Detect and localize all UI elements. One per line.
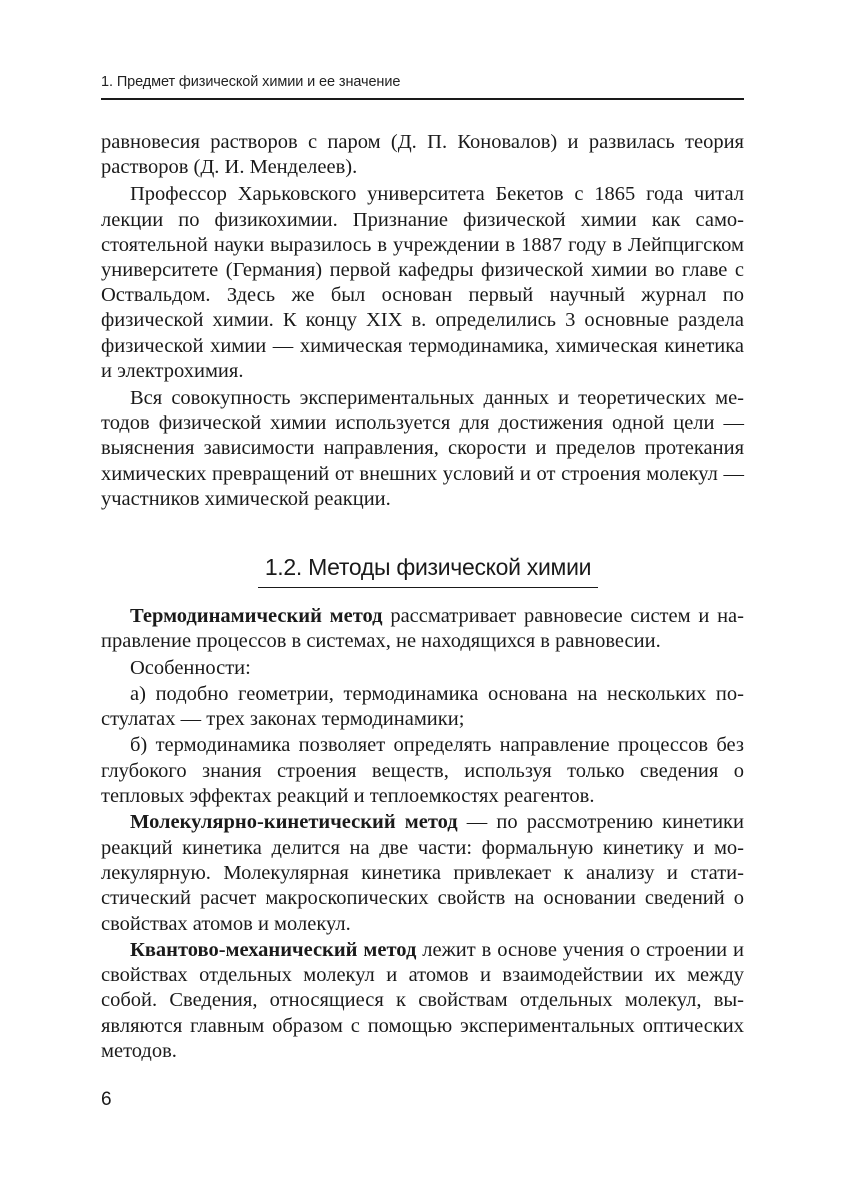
term-molecular-kinetic-method: Молекулярно-кинетический метод <box>130 811 458 834</box>
intro-text <box>101 130 744 514</box>
section-heading-underline <box>258 587 598 588</box>
paragraph-feature-a: а) подобно геометрии, термодинамика основана на нескольких постулатах — трех законах термодинамики; <box>101 682 744 731</box>
section-heading: 1.2. Методы физической химии <box>264 554 592 580</box>
running-head: 1. Предмет физической химии и ее значение <box>101 74 401 90</box>
term-thermodynamic-method: Термодинамический метод <box>130 605 383 627</box>
thermodynamic-method-text: рассматривает равновесие систем и направление процессов в системах, не находящихся в равновесии. <box>101 605 744 653</box>
methods-text <box>101 604 744 1065</box>
page-number: 6 <box>101 1089 112 1110</box>
header-rule <box>101 98 744 100</box>
molecular-kinetic-method-text: — по рассмотрению кинетики реакций кинетика делится на две части: формальную кинетику и молекулярную. Молекулярная кинетика привлекает к анализу и статистический расчет макроскопических свойств на основании сведений о свойствах атомов и молекул. <box>101 811 744 935</box>
paragraph-feature-b: б) термодинамика позволяет определять направление процессов без глубокого знания строения веществ, используя только сведения о тепловых эффектах реакций и теплоемкостях реагентов. <box>101 734 744 808</box>
paragraph-methods-summary: Вся совокупность экспериментальных данных и теоретических методов физической химии используется для достижения одной цели — выяснения зависимости направления, скорости и пределов протекания химических превращений от внешних условий и от строения молекул — участников химической реакции. <box>101 387 744 510</box>
quantum-mechanical-method-text: лежит в основе учения о строении и свойствах отдельных молекул и атомов и взаимодействии их между собой. Сведения, относящиеся к свойствам отдельных молекул, выявляются главным образом с помощью экспериментальных оптических методов. <box>101 938 744 1063</box>
paragraph-thermodynamic-method <box>101 604 744 655</box>
paragraph-features-label: Особенности: <box>130 656 251 679</box>
paragraph-continuation: равновесия растворов с паром (Д. П. Коновалов) и развилась теория растворов (Д. И. Менделеев). <box>101 131 744 179</box>
term-quantum-mechanical-method: Квантово-механический метод <box>130 938 417 961</box>
paragraph-molecular-kinetic-method <box>101 810 744 936</box>
paragraph-quantum-mechanical-method <box>101 938 744 1064</box>
paragraph-beketov: Профессор Харьковского университета Бекетов с 1865 года читал лекции по физикохимии. Признание физической химии как самостоятельной науки выразилось в учреждении в 1887 году в Лейпцигском университете (Германия) первой кафедры физической химии во главе с Оствальдом. Здесь же был основан первый научный журнал по физической химии. К концу XIX в. определились 3 основные раздела физической химии — химическая термодинамика, химическая кинетика и электрохимия. <box>101 183 744 382</box>
